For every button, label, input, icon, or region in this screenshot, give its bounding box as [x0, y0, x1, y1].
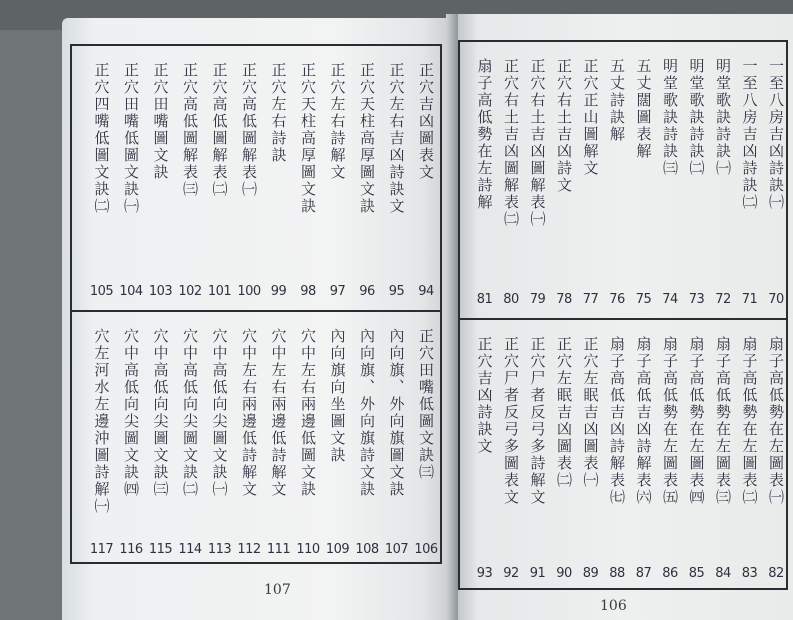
- toc-entry-title: 正穴正山圖解文: [581, 58, 600, 177]
- toc-entry-title: 扇子高低勢在左圖表㈣: [687, 336, 706, 506]
- toc-entry-page: 104: [119, 284, 143, 299]
- toc-entry-title: 內向旗向坐圖文訣: [328, 328, 347, 464]
- toc-entry-page: 84: [715, 566, 731, 581]
- toc-entry-title: 正穴田嘴圖文訣: [151, 62, 170, 181]
- toc-entry-page: 82: [768, 566, 784, 581]
- toc-entry-title: 穴中左右兩邊低詩解文: [240, 328, 258, 498]
- toc-entry-title: 正穴左眠吉凶圖表㈡: [555, 336, 573, 489]
- toc-entry-title: 穴中高低向尖圖文訣㈡: [181, 328, 199, 498]
- toc-entry-title: 正穴左右詩解文: [328, 62, 347, 181]
- toc-entry-page: 86: [662, 566, 678, 581]
- toc-entry-page: 71: [741, 292, 758, 307]
- toc-entry-title: 一至八房吉凶詩訣㈡: [740, 58, 759, 211]
- toc-entry-page: 76: [609, 292, 625, 307]
- toc-entry-page: 90: [556, 566, 572, 581]
- toc-entry-page: 108: [355, 542, 379, 557]
- toc-entry-page: 97: [329, 284, 346, 299]
- toc-entry-title: 正穴高低圖解表㈠: [240, 62, 258, 198]
- toc-entry-title: 正穴左右吉凶詩訣文: [387, 62, 406, 215]
- left-page-divider: [70, 310, 442, 312]
- toc-entry-title: 正穴尸者反弓多圖表文: [502, 336, 520, 506]
- toc-entry-title: 扇子高低吉凶詩解表㈥: [634, 336, 653, 506]
- toc-entry-page: 106: [414, 542, 438, 557]
- toc-entry-title: 正穴右土吉凶詩文: [555, 58, 573, 194]
- toc-entry-title: 扇子高低吉凶詩解表㈦: [608, 336, 626, 506]
- toc-entry-page: 95: [388, 284, 405, 299]
- toc-entry-title: 穴中左右兩邊低圖文訣: [299, 328, 317, 498]
- toc-entry-page: 78: [556, 292, 572, 307]
- toc-entry-title: 扇子高低勢在左圖表㈠: [767, 336, 785, 506]
- toc-entry-page: 98: [300, 284, 316, 299]
- toc-entry-page: 73: [688, 292, 705, 307]
- toc-entry-page: 112: [237, 542, 261, 557]
- toc-entry-title: 穴中左右兩邊低詩解文: [269, 328, 288, 498]
- toc-entry-page: 114: [178, 542, 202, 557]
- toc-entry-title: 正穴高低圖解表㈢: [181, 62, 199, 198]
- toc-entry-page: 77: [582, 292, 599, 307]
- toc-entry-title: 扇子高低勢在左詩解: [475, 58, 494, 211]
- toc-entry-page: 87: [635, 566, 652, 581]
- toc-entry-page: 88: [609, 566, 625, 581]
- toc-entry-page: 94: [418, 284, 434, 299]
- toc-entry-title: 明堂歌訣詩訣㈡: [687, 58, 706, 177]
- toc-entry-title: 正穴高低圖解表㈡: [210, 62, 229, 198]
- toc-entry-title: 明堂歌訣詩訣㈠: [714, 58, 732, 177]
- toc-entry-title: 內向旗、外向旗圖文訣: [387, 328, 406, 498]
- toc-entry-title: 正穴尸者反弓多詩解文: [528, 336, 547, 506]
- toc-entry-page: 113: [207, 542, 232, 557]
- toc-entry-page: 103: [148, 284, 173, 299]
- right-page-divider: [458, 318, 788, 320]
- toc-entry-page: 102: [178, 284, 202, 299]
- toc-entry-page: 100: [237, 284, 261, 299]
- toc-entry-page: 101: [207, 284, 232, 299]
- toc-entry-title: 一至八房吉凶詩訣㈠: [767, 58, 785, 211]
- toc-entry-page: 105: [89, 284, 114, 299]
- toc-entry-title: 正穴左眠吉凶圖表㈠: [581, 336, 600, 489]
- toc-entry-page: 111: [266, 542, 291, 557]
- toc-entry-title: 正穴天柱高厚圖文訣: [299, 62, 317, 215]
- toc-entry-title: 穴中高低向尖圖文訣㈢: [151, 328, 170, 498]
- toc-entry-title: 正穴右土吉凶圖解表㈡: [502, 58, 520, 228]
- toc-entry-page: 117: [89, 542, 114, 557]
- toc-entry-title: 正穴田嘴低圖文訣㈠: [122, 62, 140, 215]
- toc-entry-title: 正穴吉凶詩訣文: [475, 336, 494, 455]
- right-page-number: 106: [600, 598, 627, 614]
- toc-entry-page: 85: [688, 566, 705, 581]
- toc-entry-title: 內向旗、外向旗詩文訣: [358, 328, 376, 498]
- toc-entry-title: 穴左河水左邊沖圖詩解㈠: [92, 328, 111, 515]
- toc-entry-title: 正穴右土吉凶圖解表㈠: [528, 58, 547, 228]
- toc-entry-page: 116: [119, 542, 143, 557]
- toc-entry-page: 109: [325, 542, 350, 557]
- toc-entry-title: 正穴田嘴低圖文訣㈢: [417, 328, 435, 481]
- toc-entry-page: 93: [476, 566, 493, 581]
- toc-entry-page: 92: [503, 566, 519, 581]
- toc-entry-page: 83: [741, 566, 758, 581]
- toc-entry-title: 扇子高低勢在左圖表㈤: [661, 336, 679, 506]
- toc-entry-page: 110: [296, 542, 320, 557]
- toc-entry-title: 明堂歌訣詩訣㈢: [661, 58, 679, 177]
- toc-entry-title: 穴中高低向尖圖文訣㈠: [210, 328, 229, 498]
- toc-entry-page: 91: [529, 566, 546, 581]
- left-page-number: 107: [264, 582, 291, 598]
- toc-entry-page: 81: [476, 292, 493, 307]
- toc-entry-page: 96: [359, 284, 375, 299]
- toc-entry-page: 70: [768, 292, 784, 307]
- toc-entry-title: 正穴天柱高厚圖文訣: [358, 62, 376, 215]
- toc-entry-page: 80: [503, 292, 519, 307]
- toc-entry-title: 五丈詩訣解: [608, 58, 626, 143]
- toc-entry-page: 72: [715, 292, 731, 307]
- toc-entry-title: 五丈闊圖表解: [634, 58, 653, 160]
- toc-entry-title: 穴中高低向尖圖文訣㈣: [122, 328, 140, 498]
- toc-entry-title: 正穴左右詩訣: [269, 62, 288, 164]
- toc-entry-page: 89: [582, 566, 599, 581]
- toc-entry-title: 正穴吉凶圖表文: [417, 62, 435, 181]
- toc-entry-title: 扇子高低勢在左圖表㈡: [740, 336, 759, 506]
- toc-entry-page: 79: [529, 292, 546, 307]
- toc-entry-page: 107: [384, 542, 409, 557]
- toc-entry-page: 115: [148, 542, 173, 557]
- toc-entry-page: 75: [635, 292, 652, 307]
- toc-entry-title: 扇子高低勢在左圖表㈢: [714, 336, 732, 506]
- toc-entry-title: 正穴四嘴低圖文訣㈡: [92, 62, 111, 215]
- toc-entry-page: 74: [662, 292, 678, 307]
- toc-entry-page: 99: [270, 284, 287, 299]
